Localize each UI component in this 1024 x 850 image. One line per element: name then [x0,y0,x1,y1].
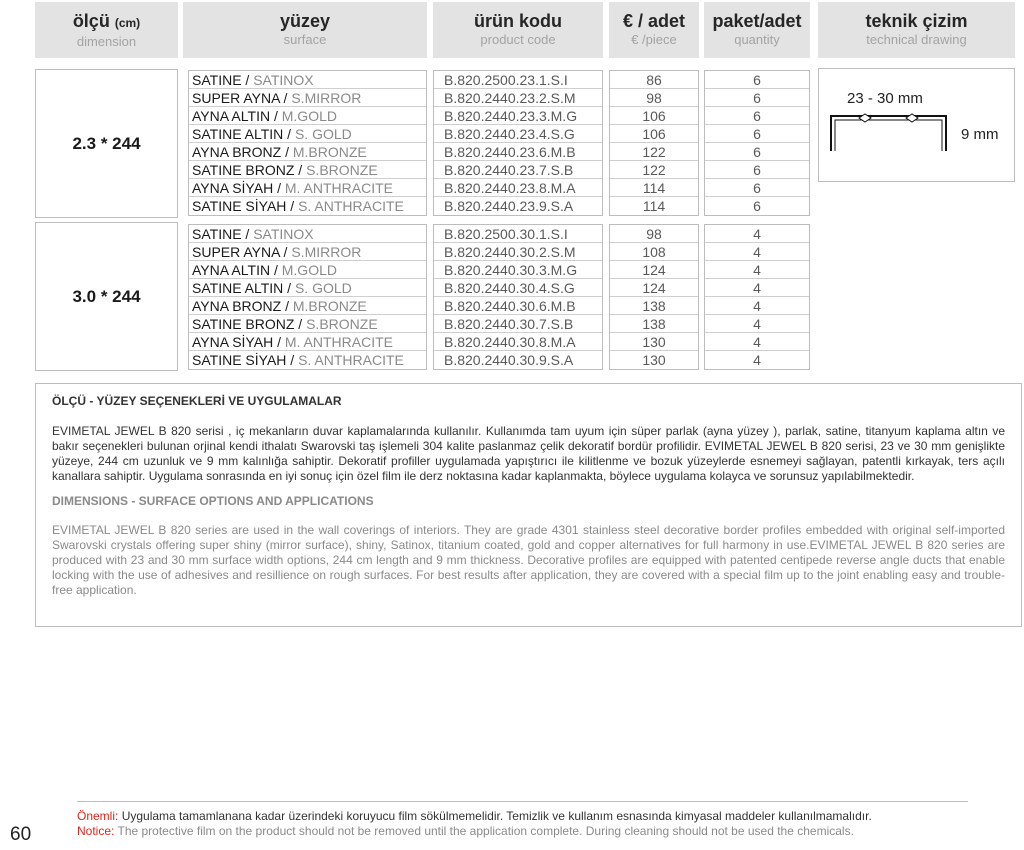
surface-row: AYNA SİYAH / M. ANTHRACITE [189,333,426,351]
price-list-2 [609,224,699,370]
price-cell: 124 [610,279,698,297]
surface-row: SUPER AYNA / S.MIRROR [189,89,426,107]
qty-cell: 4 [705,243,809,261]
qty-list-2 [704,224,810,370]
size-cell-1 [35,69,178,218]
code-cell: B.820.2440.30.6.M.B [434,297,602,315]
code-cell: B.820.2440.23.9.S.A [444,198,574,214]
size-value: 2.3 * 244 [72,133,141,153]
header-price-title: € / adet [622,11,686,31]
qty-cell: 6 [705,107,809,125]
header-code-sub: product code [480,32,556,47]
price-cell: 114 [610,179,698,197]
qty-cell: 6 [705,89,809,107]
qty-cell: 6 [705,179,809,197]
header-code-title: ürün kodu [474,11,562,31]
header-drawing-title: teknik çizim [865,11,968,31]
header-drawing [818,2,1015,58]
qty-cell: 4 [753,352,761,368]
qty-cell: 6 [705,143,809,161]
qty-cell: 6 [705,161,809,179]
surface-row: SATINE SİYAH / S. ANTHRACITE [192,198,404,214]
code-cell: B.820.2440.30.2.S.M [434,243,602,261]
description-body-tr: EVIMETAL JEWEL B 820 serisi , iç mekanların duvar kaplamalarında kullanılır. Kullanımda tam uyum için süper parlak (ayna yüzey ), parlak, satine, titanyum kaplama altın ve bakır seçenekleri bulunan orjinal kendi ithalatı Swarovski taş işlemeli 304 kalite paslanmaz çelik dekoratif bordür profilidir. EVIMETAL JEWEL B 820 serisi, 23 ve 30 mm genişlikte yüzeye, 244 cm uzunluk ve 9 mm kalınlığa sahiptir. Dekoratif profiller uygulamada yapıştırıcı ile kilitlenme ve bozuk yüzeylerde esnemeyi sağlayan, patentli kırkayak, ters açılı kanallara sahiptir. Uygulama sonrasında en iyi sonuç için özel film ile derz noktasına kadar kaplanmakta, böylece uygulama kolayca ve sorunsuz yapılabilmektedir. [52,424,1005,483]
surface-row: SATINE / SATINOX [189,71,426,89]
price-cell: 138 [610,315,698,333]
qty-cell: 6 [753,198,761,214]
code-list-1 [433,70,603,216]
qty-cell: 4 [705,297,809,315]
surface-row: SATINE ALTIN / S. GOLD [189,279,426,297]
price-list-1 [609,70,699,216]
profile-drawing [819,69,1016,183]
header-qty-sub: quantity [734,32,780,47]
price-cell: 130 [610,333,698,351]
price-cell: 106 [610,107,698,125]
header-surface-title: yüzey [279,11,331,31]
width-label: 23 - 30 mm [847,90,923,107]
code-cell: B.820.2500.23.1.S.I [434,71,602,89]
surface-row: AYNA ALTIN / M.GOLD [189,261,426,279]
code-cell: B.820.2440.30.9.S.A [444,352,574,368]
price-cell: 130 [642,352,666,368]
code-list-2 [433,224,603,370]
surface-row: SATINE BRONZ / S.BRONZE [189,315,426,333]
header-price-sub: € /piece [631,32,677,47]
code-cell: B.820.2440.23.2.S.M [434,89,602,107]
qty-cell: 4 [705,315,809,333]
price-cell: 108 [610,243,698,261]
height-label: 9 mm [961,126,999,143]
price-cell: 122 [610,143,698,161]
footer-notice [77,801,968,839]
footer-line-tr: Önemli: Uygulama tamamlanana kadar üzerindeki koruyucu film sökülmemelidir. Temizlik ve kullanım esnasında kimyasal maddeler kullanılmamalıdır. [77,809,872,823]
header-surface-sub: surface [283,32,327,47]
price-cell: 114 [642,198,666,214]
header-size [35,2,178,58]
header-surface [183,2,427,58]
header-qty [704,2,810,58]
qty-cell: 6 [705,71,809,89]
code-cell: B.820.2440.30.3.M.G [434,261,602,279]
price-cell: 122 [610,161,698,179]
surface-row: AYNA BRONZ / M.BRONZE [189,297,426,315]
code-cell: B.820.2440.23.4.S.G [434,125,602,143]
size-value: 3.0 * 244 [72,286,141,306]
description-heading-tr: ÖLÇÜ - YÜZEY SEÇENEKLERİ VE UYGULAMALAR [52,394,342,408]
header-price [609,2,699,58]
header-drawing-sub: technical drawing [866,32,967,47]
price-cell: 98 [610,89,698,107]
qty-cell: 4 [705,261,809,279]
surface-list-2 [188,224,427,370]
technical-drawing [818,68,1015,182]
surface-row: AYNA ALTIN / M.GOLD [189,107,426,125]
surface-row: SATINE BRONZ / S.BRONZE [189,161,426,179]
header-size-sub: dimension [76,34,137,49]
size-cell-2 [35,222,178,371]
page-number: 60 [10,824,32,845]
surface-row: SATINE ALTIN / S. GOLD [189,125,426,143]
header-qty-title: paket/adet [712,11,802,31]
qty-cell: 4 [705,333,809,351]
qty-cell: 6 [705,125,809,143]
description-heading-en: DIMENSIONS - SURFACE OPTIONS AND APPLICATIONS [52,494,374,508]
code-cell: B.820.2440.30.7.S.B [434,315,602,333]
price-cell: 98 [610,225,698,243]
surface-row: AYNA SİYAH / M. ANTHRACITE [189,179,426,197]
surface-row: AYNA BRONZ / M.BRONZE [189,143,426,161]
surface-list-1 [188,70,427,216]
header-size-unit: (cm) [114,16,141,30]
code-cell: B.820.2440.30.4.S.G [434,279,602,297]
code-cell: B.820.2440.23.3.M.G [434,107,602,125]
qty-cell: 4 [705,279,809,297]
code-cell: B.820.2440.23.8.M.A [434,179,602,197]
description-body-en: EVIMETAL JEWEL B 820 series are used in the wall coverings of interiors. They are grade 4301 stainless steel decorative border profiles embedded with original self-imported Swarovski crystals offering super shiny (mirror surface), shiny, Satinox, titanium coated, gold and copper alternatives for full harmony in use.EVIMETAL JEWEL B 820 series are produced with 23 and 30 mm surface width options, 244 cm length and 9 mm thickness. Decorative profiles are equipped with patented centipede reverse angle ducts that enable locking with the use of adhesives and resillience on rough surfaces. For best results after application, they are covered with a special film up to the joint enabling easy and trouble-free application. [52,523,1005,597]
price-cell: 124 [610,261,698,279]
code-cell: B.820.2440.23.6.M.B [434,143,602,161]
price-cell: 138 [610,297,698,315]
qty-cell: 4 [705,225,809,243]
price-cell: 106 [610,125,698,143]
surface-row: SUPER AYNA / S.MIRROR [189,243,426,261]
surface-row: SATINE / SATINOX [189,225,426,243]
header-code [433,2,603,58]
code-cell: B.820.2440.23.7.S.B [434,161,602,179]
header-size-title: ölçü [72,11,110,31]
price-cell: 86 [610,71,698,89]
description-box [35,383,1022,627]
code-cell: B.820.2440.30.8.M.A [434,333,602,351]
footer-line-en: Notice: The protective film on the product should not be removed until the application complete. During cleaning should not be used the chemicals. [77,824,854,838]
surface-row: SATINE SİYAH / S. ANTHRACITE [192,352,404,368]
code-cell: B.820.2500.30.1.S.I [434,225,602,243]
qty-list-1 [704,70,810,216]
